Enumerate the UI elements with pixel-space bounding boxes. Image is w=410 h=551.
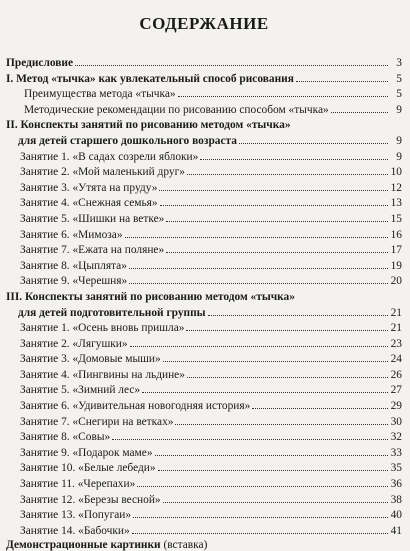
toc-entry-page: 3: [396, 57, 402, 69]
dot-leader: [166, 221, 388, 222]
toc-entry-page: 41: [390, 524, 402, 537]
dot-leader: [175, 424, 388, 425]
toc-entry-page: 36: [390, 478, 402, 491]
dot-leader: [178, 96, 388, 97]
toc-entry-page: 27: [390, 384, 402, 397]
page-title: СОДЕРЖАНИЕ: [139, 14, 269, 33]
toc-entry-page: 32: [390, 431, 402, 444]
toc-entry-page: 9: [396, 103, 402, 116]
toc-entry-title: Занятие 8. «Цыплята»: [20, 259, 127, 272]
toc-entry-title: Преимущества метода «тычка»: [24, 88, 176, 101]
toc-entry-page: 26: [390, 368, 402, 381]
toc-entry-title: Занятие 4. «Снежная семья»: [20, 197, 158, 210]
dot-leader: [75, 65, 388, 66]
toc-entry: [6, 383, 402, 399]
dot-leader: [155, 455, 388, 456]
toc-entry: [6, 103, 402, 119]
dot-leader: [159, 190, 388, 191]
toc-entry-title: Занятие 6. «Удивительная новогодняя история»: [20, 400, 251, 413]
toc-entry: [6, 461, 402, 477]
toc-entry: [6, 337, 402, 353]
toc-entry-title: Методические рекомендации по рисованию способом «тычка»: [24, 103, 329, 116]
toc-entry-title: Занятие 6. «Мимоза»: [20, 228, 123, 241]
toc-entry-title: Предисловие: [6, 57, 74, 69]
toc-entry: [6, 306, 402, 322]
toc-entry-title: Занятие 2. «Мой маленький друг»: [20, 166, 185, 179]
toc-entry: [6, 259, 402, 275]
toc-entry-page: 12: [390, 181, 402, 194]
toc-entry-title: Занятие 12. «Березы весной»: [20, 493, 161, 506]
dot-leader: [163, 361, 388, 362]
toc-entry-page: 9: [396, 134, 402, 147]
toc-footer-entry: [6, 539, 402, 551]
dot-leader: [158, 470, 388, 471]
toc-entry: [6, 243, 402, 259]
dot-leader: [160, 205, 388, 206]
toc-entry-title: Занятие 10. «Белые лебеди»: [20, 462, 156, 475]
toc-entry: [6, 150, 402, 166]
toc-entry: [6, 134, 402, 150]
dot-leader: [187, 174, 388, 175]
toc-entry: [6, 274, 402, 290]
toc-entry: [6, 196, 402, 212]
toc-entry-page: 23: [390, 337, 402, 350]
toc-entry: [6, 399, 402, 415]
toc-entry-page: 33: [390, 446, 402, 459]
toc-entry-title: Занятие 7. «Снегири на ветках»: [20, 415, 174, 428]
table-of-contents: [6, 56, 402, 539]
toc-entry-title: Занятие 3. «Домовые мыши»: [20, 353, 161, 366]
toc-entry-title: Занятие 9. «Черешня»: [20, 275, 128, 288]
toc-entry-title: Занятие 3. «Утята на пруду»: [20, 181, 158, 194]
toc-entry-page: 21: [390, 322, 402, 335]
toc-entry-page: 5: [396, 88, 402, 101]
toc-entry-title: Занятие 11. «Черепахи»: [20, 478, 136, 491]
toc-entry-page: 13: [390, 197, 402, 210]
dot-leader: [133, 517, 388, 518]
toc-entry-page: 10: [390, 166, 402, 179]
toc-entry: [6, 321, 402, 337]
dot-leader: [125, 237, 388, 238]
dot-leader: [129, 283, 388, 284]
dot-leader: [142, 392, 388, 393]
toc-entry-title: для детей старшего дошкольного возраста: [18, 134, 237, 147]
dot-leader: [239, 143, 388, 144]
dot-leader: [137, 486, 388, 487]
toc-entry-title: II. Конспекты занятий по рисованию методом «тычка»: [6, 119, 291, 132]
toc-entry: [6, 87, 402, 103]
dot-leader: [296, 81, 388, 82]
dot-leader: [129, 268, 388, 269]
toc-entry-title: Занятие 14. «Бабочки»: [20, 524, 130, 537]
toc-entry: [6, 415, 402, 431]
toc-entry: [6, 228, 402, 244]
toc-entry-title: Занятие 2. «Лягушки»: [20, 337, 128, 350]
toc-entry: [6, 508, 402, 524]
footer-note: (вставка): [163, 539, 208, 551]
toc-entry-page: 9: [396, 150, 402, 163]
dot-leader: [208, 315, 388, 316]
toc-entry-page: 21: [390, 306, 402, 319]
toc-entry: [6, 524, 402, 540]
dot-leader: [166, 252, 388, 253]
toc-entry-title: Занятие 13. «Попугаи»: [20, 509, 132, 522]
dot-leader: [112, 439, 388, 440]
toc-entry-page: 38: [390, 493, 402, 506]
toc-entry-title: Занятие 8. «Совы»: [20, 431, 111, 444]
toc-entry: [6, 212, 402, 228]
toc-entry-title: Занятие 1. «В садах созрели яблоки»: [20, 150, 199, 163]
toc-entry: [6, 368, 402, 384]
toc-entry-title: Занятие 9. «Подарок маме»: [20, 446, 153, 459]
toc-entry-page: 24: [390, 353, 402, 366]
toc-entry: [6, 446, 402, 462]
toc-entry: [6, 181, 402, 197]
toc-entry-page: 15: [390, 212, 402, 225]
dot-leader: [132, 533, 388, 534]
toc-entry-page: 35: [390, 462, 402, 475]
toc-entry-page: 16: [390, 228, 402, 241]
toc-entry-page: 5: [396, 72, 402, 85]
toc-entry-title: I. Метод «тычка» как увлекательный способ рисования: [6, 72, 294, 85]
toc-entry-title: Занятие 5. «Зимний лес»: [20, 384, 141, 397]
dot-leader: [200, 159, 388, 160]
toc-entry: [6, 352, 402, 368]
toc-entry: [6, 56, 402, 72]
toc-entry: [6, 165, 402, 181]
toc-entry-page: 20: [390, 275, 402, 288]
dot-leader: [252, 408, 388, 409]
toc-entry: [6, 118, 402, 134]
toc-entry-title: для детей подготовительной группы: [18, 306, 206, 319]
toc-entry-title: Занятие 5. «Шишки на ветке»: [20, 212, 165, 225]
toc-entry: [6, 72, 402, 88]
toc-entry-page: 29: [390, 400, 402, 413]
toc-entry-title: Занятие 1. «Осень вновь пришла»: [20, 322, 185, 335]
toc-entry-page: 19: [390, 259, 402, 272]
toc-entry: [6, 477, 402, 493]
dot-leader: [331, 112, 388, 113]
dot-leader: [130, 346, 388, 347]
toc-entry-title: Занятие 7. «Ежата на поляне»: [20, 244, 165, 257]
toc-entry: [6, 430, 402, 446]
toc-entry-page: 40: [390, 509, 402, 522]
toc-entry-title: III. Конспекты занятий по рисованию методом «тычка»: [6, 290, 295, 303]
toc-entry-page: 30: [390, 415, 402, 428]
dot-leader: [163, 502, 388, 503]
toc-entry-title: Занятие 4. «Пингвины на льдине»: [20, 368, 185, 381]
dot-leader: [187, 377, 388, 378]
footer-title: Демонстрационные картинки: [6, 539, 161, 551]
toc-entry: [6, 493, 402, 509]
toc-entry-page: 17: [390, 244, 402, 257]
toc-entry: [6, 290, 402, 306]
dot-leader: [186, 330, 388, 331]
